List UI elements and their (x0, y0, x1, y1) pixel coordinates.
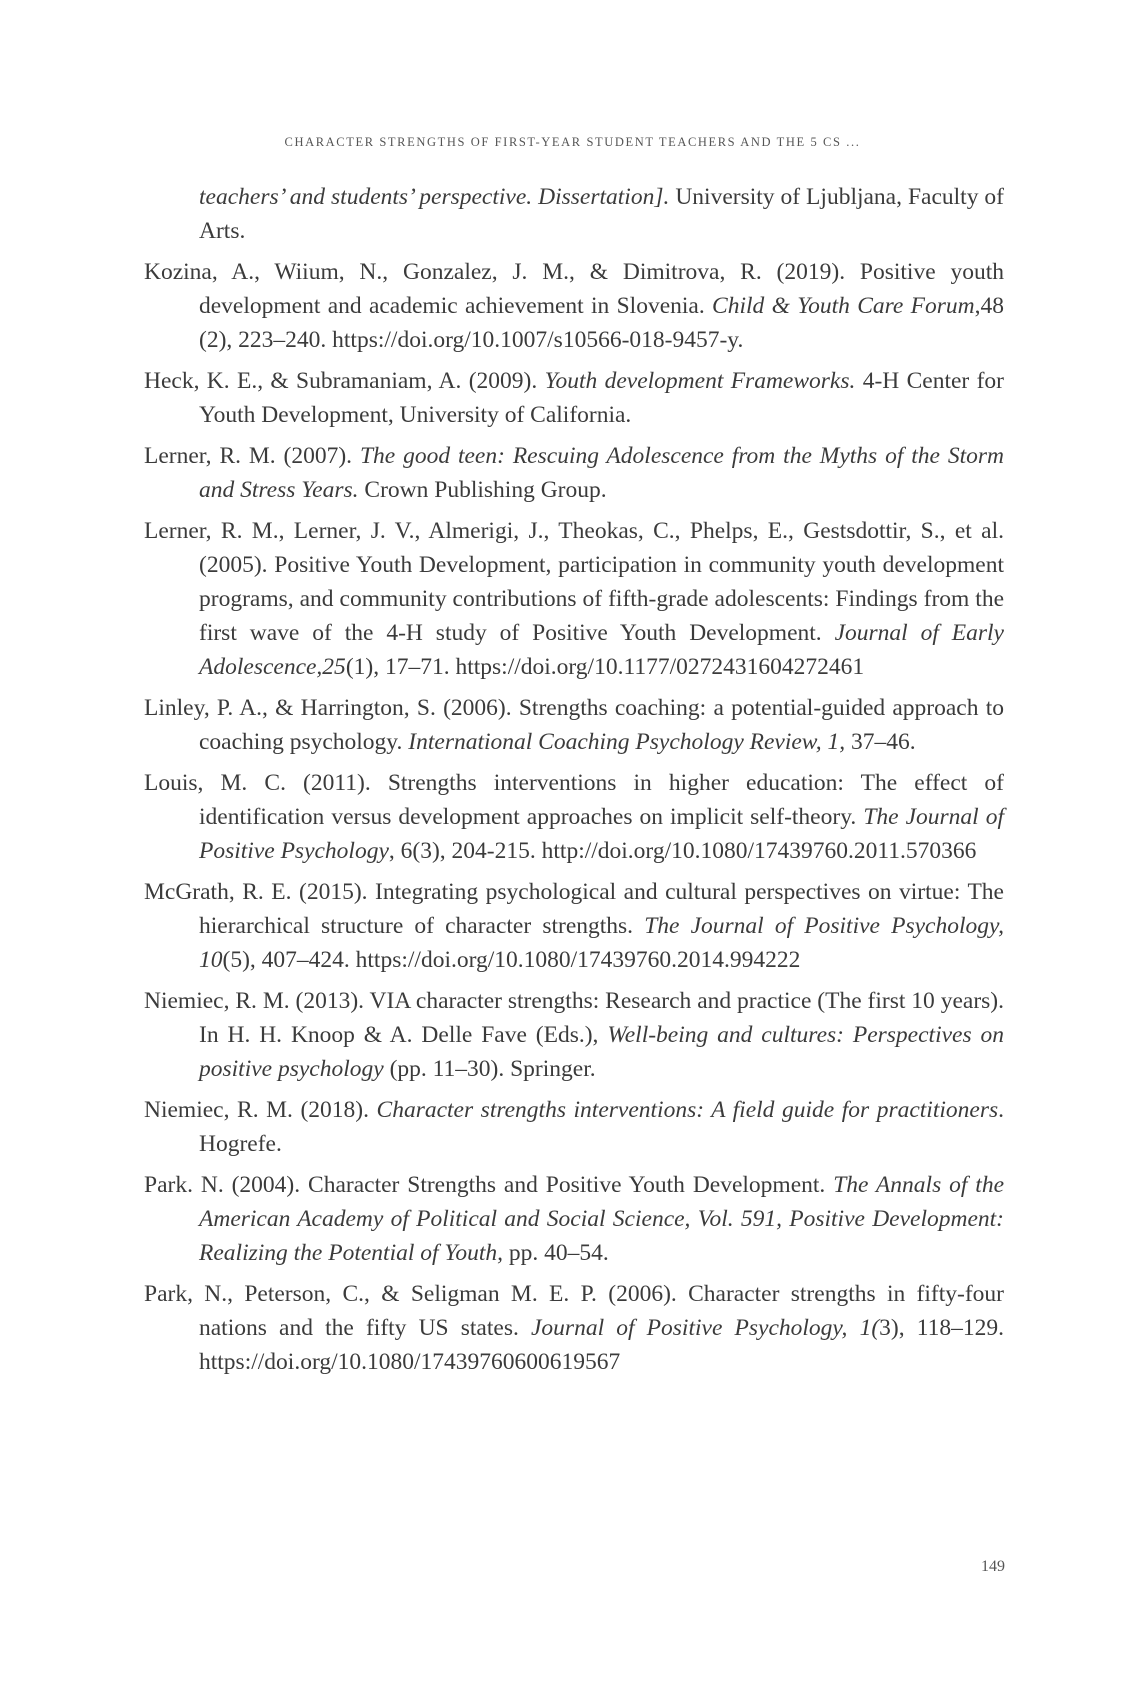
reference-italic-text: Journal of Positive Psychology, 1( (531, 1315, 880, 1341)
reference-italic-text: Journal of Early Adolescence,25 (199, 620, 1004, 680)
reference-italic-text: Well-being and cultures: Perspectives on positive psychology (199, 1022, 1005, 1082)
reference-entry (144, 1168, 1004, 1270)
reference-italic-text: The Journal of Positive Psychology, 10 (199, 913, 1004, 973)
reference-italic-text: The Annals of the American Academy of Political and Social Science, Vol. 591, Positive Development: Realizing the Potential of Youth, (199, 1172, 1004, 1266)
reference-italic-text: teachers’ and students’ perspective. Dissertation]. (199, 184, 670, 210)
reference-entry (144, 180, 1004, 248)
reference-text: 37–46. (845, 729, 916, 755)
reference-text: Lerner, R. M. (2007). (144, 443, 360, 469)
reference-text: Niemiec, R. M. (2013). VIA character strengths: Research and practice (The first 10 years). In H. H. Knoop & A. Delle Fave (Eds.), (144, 988, 1004, 1048)
reference-text: Park. N. (2004). Character Strengths and Positive Youth Development. (144, 1172, 834, 1198)
reference-text: Linley, P. A., & Harrington, S. (2006). Strengths coaching: a potential-guided approach to coaching psychology. (144, 695, 1004, 755)
reference-text: ,48 (2), 223–240. https://doi.org/10.1007/s10566-018-9457-y. (199, 293, 1004, 353)
reference-text: 3), 118–129. https://doi.org/10.1080/17439760600619567 (199, 1315, 1005, 1375)
reference-text: Crown Publishing Group. (358, 477, 607, 503)
reference-text: . Hogrefe. (199, 1097, 1004, 1157)
reference-text: (1), 17–71. https://doi.org/10.1177/0272431604272461 (345, 654, 865, 680)
reference-entry (144, 875, 1004, 977)
reference-text: Heck, K. E., & Subramaniam, A. (2009). (144, 368, 545, 394)
reference-entry (144, 1277, 1004, 1379)
reference-entry (144, 1093, 1004, 1161)
reference-text: Park, N., Peterson, C., & Seligman M. E. P. (2006). Character strengths in fifty-four nations and the fifty US states. (144, 1281, 1004, 1341)
reference-text: University of Ljubljana, Faculty of Arts. (199, 184, 1004, 244)
reference-entry (144, 691, 1004, 759)
reference-text: (pp. 11–30). Springer. (383, 1056, 596, 1082)
reference-text: pp. 40–54. (502, 1240, 609, 1266)
reference-italic-text: Child & Youth Care Forum (712, 293, 975, 319)
reference-text: Kozina, A., Wiium, N., Gonzalez, J. M., & Dimitrova, R. (2019). Positive youth development and academic achievement in Slovenia. (144, 259, 1004, 319)
reference-text: McGrath, R. E. (2015). Integrating psychological and cultural perspectives on virtue: The hierarchical structure of character strengths. (144, 879, 1004, 939)
reference-italic-text: International Coaching Psychology Review, 1, (408, 729, 846, 755)
reference-italic-text: Character strengths interventions: A field guide for practitioners (376, 1097, 999, 1123)
reference-text: 4-H Center for Youth Development, University of California. (199, 368, 1004, 428)
reference-entry (144, 255, 1004, 357)
reference-entry (144, 984, 1004, 1086)
page-number: 149 (981, 1558, 1005, 1575)
reference-text: Niemiec, R. M. (2018). (144, 1097, 377, 1123)
reference-text: (5), 407–424. https://doi.org/10.1080/17439760.2014.994222 (222, 947, 801, 973)
reference-text: Lerner, R. M., Lerner, J. V., Almerigi, J., Theokas, C., Phelps, E., Gestsdottir, S., et al. (2005). Positive Youth Development, participation in community youth development programs, and community contributions of fifth-grade adolescents: Findings from the first wave of the 4-H study of Positive Youth Development. (144, 518, 1004, 646)
reference-entry (144, 514, 1004, 684)
reference-italic-text: The Journal of Positive Psychology (199, 804, 1004, 864)
reference-text: Louis, M. C. (2011). Strengths interventions in higher education: The effect of identification versus development approaches on implicit self-theory. (144, 770, 1004, 830)
reference-list (144, 180, 1004, 1386)
running-header: CHARACTER STRENGTHS OF FIRST-YEAR STUDENT TEACHERS AND THE 5 CS ... (284, 135, 861, 149)
reference-entry (144, 439, 1004, 507)
reference-text: , 6(3), 204-215. http://doi.org/10.1080/17439760.2011.570366 (388, 838, 977, 864)
reference-italic-text: Youth development Frameworks. (544, 368, 856, 394)
reference-entry (144, 364, 1004, 432)
reference-entry (144, 766, 1004, 868)
reference-italic-text: The good teen: Rescuing Adolescence from the Myths of the Storm and Stress Years. (199, 443, 1004, 503)
